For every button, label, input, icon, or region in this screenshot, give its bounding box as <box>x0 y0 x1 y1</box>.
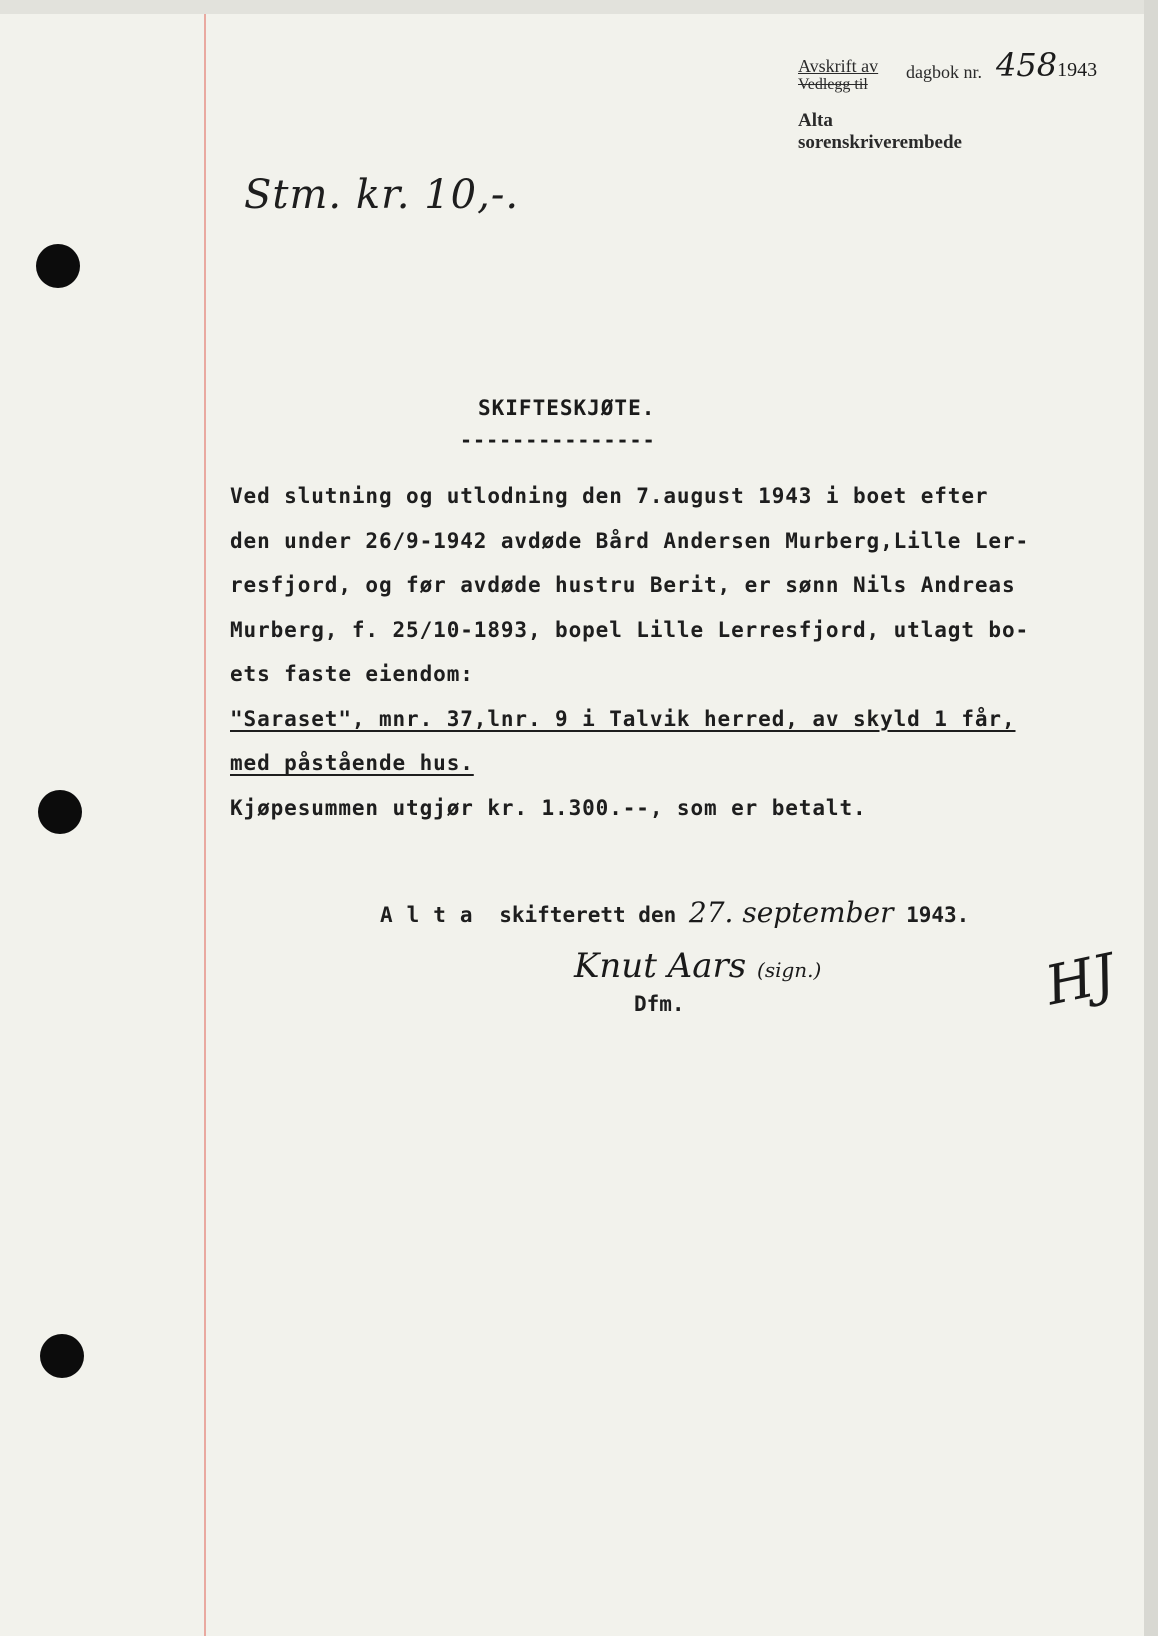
punch-hole <box>40 1334 84 1378</box>
signature <box>574 946 821 986</box>
handwritten-initials: HJ <box>1040 941 1121 1018</box>
place-date-line <box>380 896 969 929</box>
punch-hole <box>38 790 82 834</box>
body-line: ets faste eiendom: <box>230 662 474 686</box>
signature-note: (sign.) <box>757 958 822 982</box>
body-line: den under 26/9-1942 avdøde Bård Andersen Murberg,Lille Ler- <box>230 528 1030 553</box>
purchase-price-line: Kjøpesummen utgjør kr. 1.300.--, som er betalt. <box>230 795 867 820</box>
signer-role: Dfm. <box>634 992 685 1016</box>
stamp-dagbok-number: 4581943 <box>996 46 1098 84</box>
stamp-line-avskrift: Avskrift av <box>798 56 879 76</box>
signature-name: Knut Aars <box>574 946 747 986</box>
document-title: SKIFTESKJØTE. <box>478 396 656 420</box>
body-line: resfjord, og før avdøde hustru Berit, er sønn Nils Andreas <box>230 573 1016 597</box>
body-line: Ved slutning og utlodning den 7.august 1943 i boet efter <box>230 484 989 508</box>
fee-note: Stm. kr. 10,-. <box>244 172 520 218</box>
punch-hole <box>36 244 80 288</box>
stamp-dagbok-label: dagbok nr. <box>906 62 982 82</box>
closing-year: 1943. <box>906 903 970 927</box>
place-name: Alta <box>380 903 487 927</box>
stamp-office: Alta sorenskriverembede <box>798 110 962 153</box>
property-description: "Saraset", mnr. 37,lnr. 9 i Talvik herred, av skyld 1 får, <box>230 706 1016 731</box>
title-underline: --------------- <box>460 428 656 452</box>
margin-line <box>204 14 206 1636</box>
body-line: Murberg, f. 25/10-1893, bopel Lille Lerresfjord, utlagt bo- <box>230 617 1030 642</box>
handwritten-date: 27. september <box>688 896 894 929</box>
stamp-line-vedlegg: Vedlegg til <box>798 76 868 93</box>
court-text: skifterett den <box>499 903 677 927</box>
document-body <box>230 484 1060 840</box>
property-buildings: med påstående hus. <box>230 751 474 775</box>
